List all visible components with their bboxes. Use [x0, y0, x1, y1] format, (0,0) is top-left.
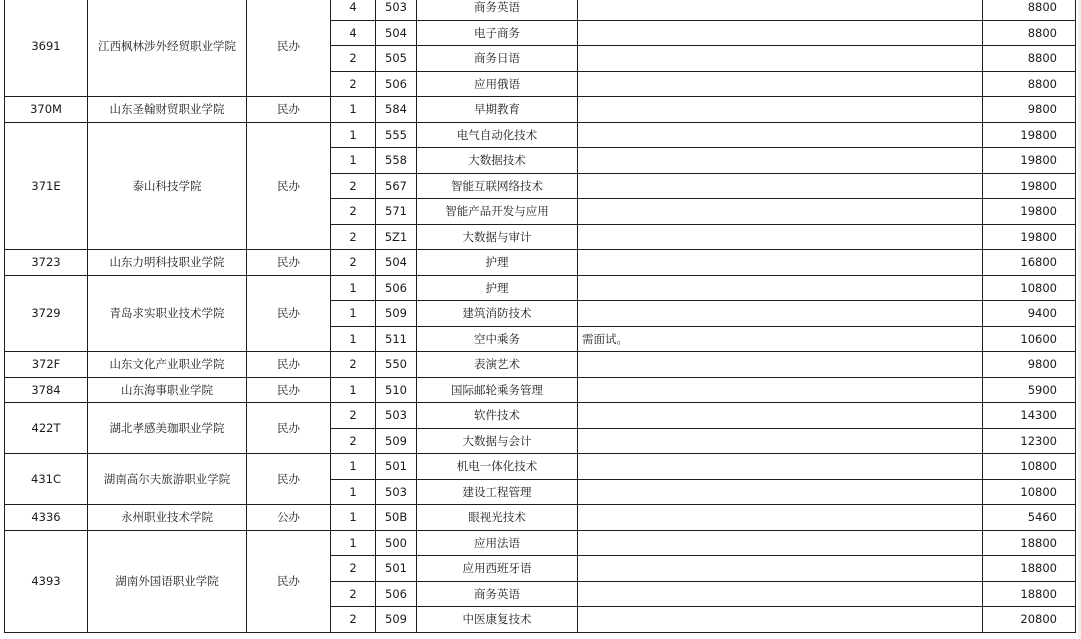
major-name-cell: 电子商务	[417, 20, 578, 46]
major-code-cell: 550	[376, 352, 417, 378]
school-name-cell: 青岛求实职业技术学院	[88, 275, 247, 352]
major-code-cell: 504	[376, 20, 417, 46]
major-name-cell: 智能产品开发与应用	[417, 199, 578, 225]
table-row	[5, 122, 1076, 148]
plan-count-cell: 1	[331, 275, 376, 301]
major-name-cell: 大数据技术	[417, 148, 578, 174]
major-name-cell: 大数据与会计	[417, 428, 578, 454]
school-code-cell: 4393	[5, 530, 88, 632]
school-type-cell: 民办	[247, 403, 331, 454]
school-code-cell: 3691	[5, 0, 88, 97]
major-name-cell: 商务英语	[417, 581, 578, 607]
major-code-cell: 509	[376, 428, 417, 454]
school-type-cell: 民办	[247, 122, 331, 250]
major-code-cell: 50B	[376, 505, 417, 531]
table-row	[5, 250, 1076, 276]
school-name-cell: 山东力明科技职业学院	[88, 250, 247, 276]
plan-count-cell: 2	[331, 224, 376, 250]
note-cell	[578, 250, 983, 276]
major-name-cell: 应用俄语	[417, 71, 578, 97]
school-name-cell: 江西枫林涉外经贸职业学院	[88, 0, 247, 97]
school-type-cell: 民办	[247, 250, 331, 276]
table-row	[5, 275, 1076, 301]
note-cell	[578, 46, 983, 72]
major-name-cell: 大数据与审计	[417, 224, 578, 250]
table-row	[5, 505, 1076, 531]
school-code-cell: 3729	[5, 275, 88, 352]
major-name-cell: 建筑消防技术	[417, 301, 578, 327]
major-code-cell: 511	[376, 326, 417, 352]
note-cell	[578, 530, 983, 556]
major-name-cell: 表演艺术	[417, 352, 578, 378]
tuition-fee-cell: 9800	[983, 352, 1076, 378]
school-code-cell: 3784	[5, 377, 88, 403]
major-code-cell: 506	[376, 275, 417, 301]
major-name-cell: 护理	[417, 250, 578, 276]
school-name-cell: 山东海事职业学院	[88, 377, 247, 403]
table-row	[5, 454, 1076, 480]
major-code-cell: 504	[376, 250, 417, 276]
plan-count-cell: 2	[331, 556, 376, 582]
tuition-fee-cell: 19800	[983, 199, 1076, 225]
major-code-cell: 501	[376, 556, 417, 582]
school-name-cell: 湖北孝感美珈职业学院	[88, 403, 247, 454]
table-row	[5, 377, 1076, 403]
note-cell	[578, 71, 983, 97]
plan-count-cell: 2	[331, 46, 376, 72]
school-code-cell: 371E	[5, 122, 88, 250]
plan-count-cell: 4	[331, 20, 376, 46]
major-name-cell: 建设工程管理	[417, 479, 578, 505]
note-cell	[578, 377, 983, 403]
plan-count-cell: 1	[331, 301, 376, 327]
plan-count-cell: 1	[331, 505, 376, 531]
tuition-fee-cell: 20800	[983, 607, 1076, 633]
enrollment-table	[4, 0, 1076, 633]
note-cell	[578, 403, 983, 429]
plan-count-cell: 2	[331, 250, 376, 276]
note-cell	[578, 275, 983, 301]
major-code-cell: 509	[376, 301, 417, 327]
school-type-cell: 民办	[247, 0, 331, 97]
tuition-fee-cell: 10800	[983, 275, 1076, 301]
plan-count-cell: 2	[331, 403, 376, 429]
plan-count-cell: 1	[331, 148, 376, 174]
major-name-cell: 国际邮轮乘务管理	[417, 377, 578, 403]
major-code-cell: 509	[376, 607, 417, 633]
major-code-cell: 506	[376, 581, 417, 607]
school-code-cell: 3723	[5, 250, 88, 276]
tuition-fee-cell: 18800	[983, 556, 1076, 582]
note-cell	[578, 173, 983, 199]
school-code-cell: 431C	[5, 454, 88, 505]
major-code-cell: 5Z1	[376, 224, 417, 250]
school-name-cell: 湖南外国语职业学院	[88, 530, 247, 632]
major-code-cell: 503	[376, 403, 417, 429]
note-cell	[578, 199, 983, 225]
school-code-cell: 4336	[5, 505, 88, 531]
school-name-cell: 山东圣翰财贸职业学院	[88, 97, 247, 123]
note-cell	[578, 454, 983, 480]
plan-count-cell: 2	[331, 173, 376, 199]
note-cell	[578, 505, 983, 531]
school-code-cell: 422T	[5, 403, 88, 454]
table-row	[5, 530, 1076, 556]
tuition-fee-cell: 16800	[983, 250, 1076, 276]
major-code-cell: 558	[376, 148, 417, 174]
major-name-cell: 应用西班牙语	[417, 556, 578, 582]
note-cell	[578, 301, 983, 327]
plan-count-cell: 2	[331, 607, 376, 633]
plan-count-cell: 2	[331, 428, 376, 454]
tuition-fee-cell: 18800	[983, 581, 1076, 607]
plan-count-cell: 2	[331, 71, 376, 97]
plan-count-cell: 2	[331, 352, 376, 378]
school-type-cell: 民办	[247, 97, 331, 123]
major-name-cell: 护理	[417, 275, 578, 301]
major-name-cell: 电气自动化技术	[417, 122, 578, 148]
plan-count-cell: 4	[331, 0, 376, 20]
major-name-cell: 应用法语	[417, 530, 578, 556]
note-cell	[578, 581, 983, 607]
plan-count-cell: 1	[331, 377, 376, 403]
major-code-cell: 506	[376, 71, 417, 97]
note-cell	[578, 428, 983, 454]
plan-count-cell: 1	[331, 530, 376, 556]
major-code-cell: 503	[376, 479, 417, 505]
school-name-cell: 永州职业技术学院	[88, 505, 247, 531]
major-code-cell: 510	[376, 377, 417, 403]
plan-count-cell: 1	[331, 97, 376, 123]
major-name-cell: 商务日语	[417, 46, 578, 72]
school-type-cell: 民办	[247, 377, 331, 403]
school-type-cell: 民办	[247, 454, 331, 505]
major-name-cell: 智能互联网络技术	[417, 173, 578, 199]
note-cell	[578, 148, 983, 174]
major-code-cell: 505	[376, 46, 417, 72]
tuition-fee-cell: 5900	[983, 377, 1076, 403]
school-type-cell: 民办	[247, 352, 331, 378]
tuition-fee-cell: 9800	[983, 97, 1076, 123]
major-name-cell: 商务英语	[417, 0, 578, 20]
school-type-cell: 公办	[247, 505, 331, 531]
major-name-cell: 中医康复技术	[417, 607, 578, 633]
major-code-cell: 501	[376, 454, 417, 480]
major-code-cell: 571	[376, 199, 417, 225]
plan-count-cell: 1	[331, 326, 376, 352]
tuition-fee-cell: 9400	[983, 301, 1076, 327]
major-code-cell: 555	[376, 122, 417, 148]
tuition-fee-cell: 8800	[983, 46, 1076, 72]
tuition-fee-cell: 14300	[983, 403, 1076, 429]
tuition-fee-cell: 8800	[983, 0, 1076, 20]
tuition-fee-cell: 8800	[983, 71, 1076, 97]
tuition-fee-cell: 10800	[983, 479, 1076, 505]
major-name-cell: 软件技术	[417, 403, 578, 429]
plan-count-cell: 2	[331, 199, 376, 225]
table-row	[5, 97, 1076, 123]
major-code-cell: 503	[376, 0, 417, 20]
note-cell	[578, 607, 983, 633]
major-name-cell: 空中乘务	[417, 326, 578, 352]
school-type-cell: 民办	[247, 530, 331, 632]
note-cell	[578, 0, 983, 20]
school-code-cell: 370M	[5, 97, 88, 123]
tuition-fee-cell: 19800	[983, 122, 1076, 148]
tuition-fee-cell: 19800	[983, 173, 1076, 199]
major-code-cell: 567	[376, 173, 417, 199]
tuition-fee-cell: 10600	[983, 326, 1076, 352]
note-cell	[578, 479, 983, 505]
tuition-fee-cell: 18800	[983, 530, 1076, 556]
major-name-cell: 机电一体化技术	[417, 454, 578, 480]
school-name-cell: 山东文化产业职业学院	[88, 352, 247, 378]
plan-count-cell: 2	[331, 581, 376, 607]
note-cell	[578, 122, 983, 148]
note-cell	[578, 556, 983, 582]
table-body	[5, 0, 1076, 632]
table-row	[5, 403, 1076, 429]
school-name-cell: 泰山科技学院	[88, 122, 247, 250]
school-type-cell: 民办	[247, 275, 331, 352]
tuition-fee-cell: 10800	[983, 454, 1076, 480]
school-code-cell: 372F	[5, 352, 88, 378]
tuition-fee-cell: 12300	[983, 428, 1076, 454]
plan-count-cell: 1	[331, 479, 376, 505]
note-cell	[578, 224, 983, 250]
note-cell	[578, 97, 983, 123]
major-name-cell: 早期教育	[417, 97, 578, 123]
tuition-fee-cell: 19800	[983, 148, 1076, 174]
note-cell	[578, 352, 983, 378]
note-cell: 需面试。	[578, 326, 983, 352]
note-cell	[578, 20, 983, 46]
major-name-cell: 眼视光技术	[417, 505, 578, 531]
tuition-fee-cell: 19800	[983, 224, 1076, 250]
tuition-fee-cell: 5460	[983, 505, 1076, 531]
school-name-cell: 湖南高尔夫旅游职业学院	[88, 454, 247, 505]
table-row	[5, 0, 1076, 20]
plan-count-cell: 1	[331, 122, 376, 148]
plan-count-cell: 1	[331, 454, 376, 480]
major-code-cell: 584	[376, 97, 417, 123]
major-code-cell: 500	[376, 530, 417, 556]
tuition-fee-cell: 8800	[983, 20, 1076, 46]
table-row	[5, 352, 1076, 378]
